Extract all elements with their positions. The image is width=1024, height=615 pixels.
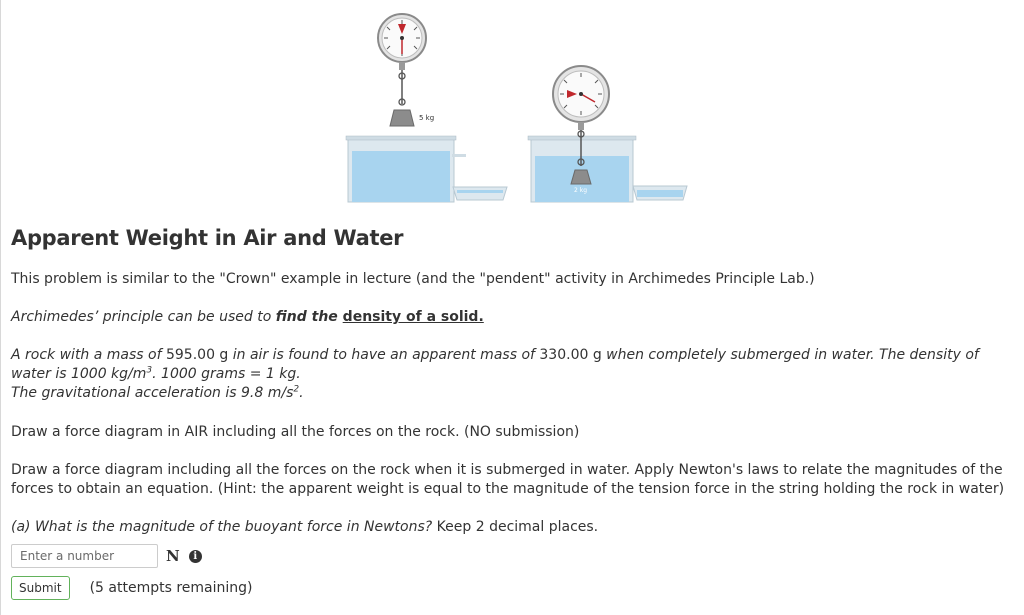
answer-row xyxy=(11,543,1016,569)
problem-statement xyxy=(11,346,1016,403)
square-superscript: 2 xyxy=(293,384,300,395)
question-content xyxy=(11,226,1016,600)
intro-text: This problem is similar to the "Crown" example in lecture (and the "pendent" activity in Archimedes Principle Lab.) xyxy=(11,271,815,287)
air-diagram-instruction: Draw a force diagram in AIR including all the forces on the rock. (NO submission) xyxy=(11,424,580,440)
left-overflow-tray xyxy=(453,187,507,200)
submit-row xyxy=(11,576,1016,600)
question-a-note: Keep 2 decimal places. xyxy=(432,519,599,535)
submit-button[interactable]: Submit xyxy=(11,576,70,600)
gravity-text: The gravitational acceleration is 9.8 m/s xyxy=(11,385,294,401)
page-title: Apparent Weight in Air and Water xyxy=(11,226,404,250)
principle-text xyxy=(11,308,1016,327)
statement-part-2: in air is found to have an apparent mass of xyxy=(228,347,540,363)
right-weight-label: 2 kg xyxy=(574,187,588,194)
question-a-text: (a) What is the magnitude of the buoyant force in Newtons? xyxy=(11,519,433,535)
left-spring-scale xyxy=(378,14,434,126)
statement-part-3: when completely submerged in water. The density of water is 1000 kg/m xyxy=(11,347,979,382)
gravity-end: . xyxy=(299,385,304,401)
cube-superscript: 3 xyxy=(146,365,153,376)
answer-input[interactable] xyxy=(11,544,158,568)
right-water-container xyxy=(528,130,636,202)
water-diagram-instruction: Draw a force diagram including all the forces on the rock when it is submerged in water. Apply Newton's laws to relate the magnitudes of the forces to obtain an equation. (Hint: the apparent weight is equal to the magnitude of the tension force in the string holding the rock in water) xyxy=(11,462,1005,497)
statement-part-1: A rock with a mass of xyxy=(11,347,166,363)
principle-bold: find the xyxy=(275,309,343,325)
info-icon[interactable]: i xyxy=(189,550,202,563)
question-a xyxy=(11,518,1016,537)
statement-part-4: . 1000 grams = 1 kg. xyxy=(152,366,301,382)
unit-label: N xyxy=(166,547,180,565)
right-spring-scale xyxy=(553,66,609,130)
attempts-remaining: (5 attempts remaining) xyxy=(89,580,253,596)
principle-text-before: Archimedes’ principle can be used to xyxy=(11,309,276,325)
mass-in-air: 595.00 g xyxy=(165,347,229,363)
left-weight-label: 5 kg xyxy=(419,114,435,122)
apparent-mass: 330.00 g xyxy=(539,347,602,363)
principle-underline: density of a solid. xyxy=(342,309,484,325)
left-weight xyxy=(390,110,414,126)
right-weight xyxy=(571,170,591,184)
apparent-weight-figure xyxy=(339,10,699,205)
left-water-container xyxy=(346,136,466,202)
right-overflow-tray xyxy=(633,186,687,200)
